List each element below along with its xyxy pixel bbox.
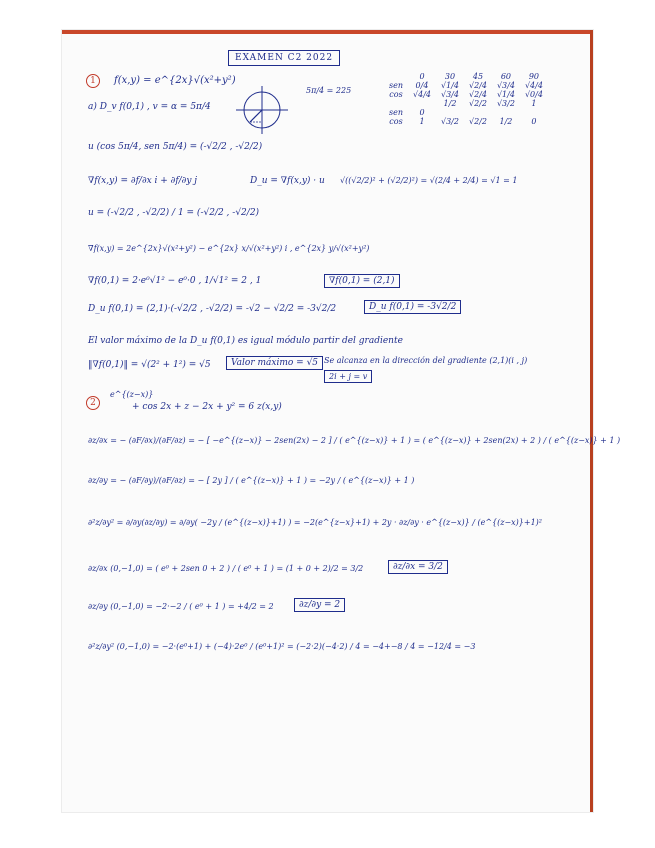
trig-cell: √2/4 xyxy=(468,81,487,90)
trig-table xyxy=(384,72,548,126)
trig-cell: √3/2 xyxy=(440,117,459,126)
exam-sheet xyxy=(62,30,621,812)
trig-cell: 0 xyxy=(419,108,425,117)
angle-note: 5π/4 = 225 xyxy=(306,86,352,95)
trig-cell: √4/4 xyxy=(413,90,431,99)
trig-header-cell: 30 xyxy=(444,72,456,81)
exam-title: EXAMEN C2 2022 xyxy=(228,50,340,66)
trig-cell: √3/2 xyxy=(496,99,515,108)
trig-cell xyxy=(464,108,492,117)
trig-header-cell: 90 xyxy=(528,72,540,81)
trig-cell: √2/2 xyxy=(468,99,487,108)
p1-norm-u: √((√2/2)² + (√2/2)²) = √(2/4 + 2/4) = √1 = 1 xyxy=(340,176,518,185)
p1-gradient-result-box: ∇f(0,1) = (2,1) xyxy=(324,274,400,288)
p2-equation-exp: e^{(z−x)} xyxy=(110,390,154,399)
p1-gradient-eval: ∇f(0,1) = 2·e⁰√1² − e⁰·0 , 1/√1² = 2 , 1 xyxy=(88,276,262,286)
p2-box-y: ∂z/∂y = 2 xyxy=(294,598,345,612)
trig-table-row xyxy=(384,117,548,126)
p1-max-text: El valor máximo de la D_u f(0,1) es igual módulo partir del gradiente xyxy=(88,336,403,346)
trig-table-header xyxy=(384,72,548,81)
problem-1-number: 1 xyxy=(86,74,100,88)
trig-table-row xyxy=(384,99,548,108)
unit-circle-sketch xyxy=(232,82,292,138)
trig-header-cell: 45 xyxy=(472,72,484,81)
p1-function: f(x,y) = e^{2x}√(x²+y²) xyxy=(114,75,236,86)
trig-header-cell xyxy=(384,72,408,81)
p2-eval-y: ∂z/∂y (0,−1,0) = −2·−2 / ( e⁰ + 1 ) = +4/2 = 2 xyxy=(88,602,274,611)
trig-cell xyxy=(408,99,436,108)
p2-eval-yy: ∂²z/∂y² (0,−1,0) = −2·(e⁰+1) + (−4)·2e⁰ / (e⁰+1)² = (−2·2)(−4·2) / 4 = −4+−8 / 4 = −12/4 = −3 xyxy=(88,642,476,651)
trig-cell: sen xyxy=(389,108,403,117)
p1-directional-result-box: D_u f(0,1) = -3√2/2 xyxy=(364,300,461,314)
p1-u-definition: u (cos 5π/4, sen 5π/4) = (-√2/2 , -√2/2) xyxy=(88,142,263,152)
trig-table-row xyxy=(384,81,548,90)
trig-cell: 1/2 xyxy=(443,99,457,108)
trig-cell: √3/4 xyxy=(440,90,459,99)
trig-cell: √1/4 xyxy=(496,90,515,99)
trig-table-row xyxy=(384,108,548,117)
p1-gradient-definition: ∇f(x,y) = ∂f/∂x i + ∂f/∂y j xyxy=(88,176,198,186)
p2-eval-x: ∂z/∂x (0,−1,0) = ( e⁰ + 2sen 0 + 2 ) / ( e⁰ + 1 ) = (1 + 0 + 2)/2 = 3/2 xyxy=(88,564,364,573)
p2-dz-dy: ∂z/∂y = − (∂F/∂y)/(∂F/∂z) = − [ 2y ] / ( e^{(z−x)} + 1 ) = −2y / ( e^{(z−x)} + 1 ) xyxy=(88,476,415,485)
p1-max-vector-box: 2i + j = v xyxy=(324,370,372,383)
trig-cell xyxy=(492,108,520,117)
problem-2-number: 2 xyxy=(86,396,100,410)
trig-cell xyxy=(520,108,548,117)
p1-directional-eval: D_u f(0,1) = (2,1)·(-√2/2 , -√2/2) = -√2 − √2/2 = -3√2/2 xyxy=(88,304,337,314)
p2-d2z-dy2: ∂²z/∂y² = ∂/∂y(∂z/∂y) = ∂/∂y( −2y / (e^{(z−x)}+1) ) = −2(e^{z−x}+1) + 2y · ∂z/∂y · e^{(z−x)} / (e^{(z−x)}+1)² xyxy=(88,518,542,527)
trig-cell xyxy=(384,99,408,108)
trig-cell: √2/4 xyxy=(468,90,487,99)
p2-equation: + cos 2x + z − 2x + y² = 6 z(x,y) xyxy=(132,402,282,412)
trig-cell: 1/2 xyxy=(499,117,513,126)
p1-directional-definition: D_u = ∇f(x,y) · u xyxy=(250,176,325,186)
p1-max-value-box: Valor máximo = √5 xyxy=(226,356,323,370)
trig-cell: 0 xyxy=(531,117,537,126)
p1-max-direction: Se alcanza en la dirección del gradiente (2,1)(i , j) xyxy=(324,356,528,365)
p2-dz-dx: ∂z/∂x = − (∂F/∂x)/(∂F/∂z) = − [ −e^{(z−x)} − 2sen(2x) − 2 ] / ( e^{(z−x)} + 1 ) = ( e^{(z−x)} + 2sen(2x) + 2 ) / ( e^{(z−x)} + 1 ) xyxy=(88,436,621,445)
p1-part-a: a) D_v f(0,1) , v = α = 5π/4 xyxy=(88,102,211,112)
trig-cell: √1/4 xyxy=(440,81,459,90)
trig-cell: 1 xyxy=(419,117,425,126)
p1-max-norm: ‖∇f(0,1)‖ = √(2² + 1²) = √5 xyxy=(88,360,211,370)
trig-cell: √2/2 xyxy=(468,117,487,126)
trig-cell: sen xyxy=(389,81,403,90)
trig-table-row xyxy=(384,90,548,99)
trig-cell: cos xyxy=(389,117,403,126)
trig-cell: √4/4 xyxy=(524,81,543,90)
trig-header-cell: 0 xyxy=(419,72,425,81)
trig-cell: √3/4 xyxy=(496,81,515,90)
trig-cell: 1 xyxy=(531,99,537,108)
trig-cell: cos xyxy=(389,90,403,99)
trig-cell: √0/4 xyxy=(524,90,543,99)
trig-header-cell: 60 xyxy=(500,72,512,81)
p1-u-unit: u = (-√2/2 , -√2/2) / 1 = (-√2/2 , -√2/2) xyxy=(88,208,260,218)
p2-box-x: ∂z/∂x = 3/2 xyxy=(388,560,448,574)
p1-gradient-expression: ∇f(x,y) = 2e^{2x}√(x²+y²) − e^{2x} x/√(x²+y²) i , e^{2x} y/√(x²+y²) xyxy=(88,244,370,253)
trig-cell xyxy=(436,108,464,117)
trig-cell: 0/4 xyxy=(415,81,429,90)
